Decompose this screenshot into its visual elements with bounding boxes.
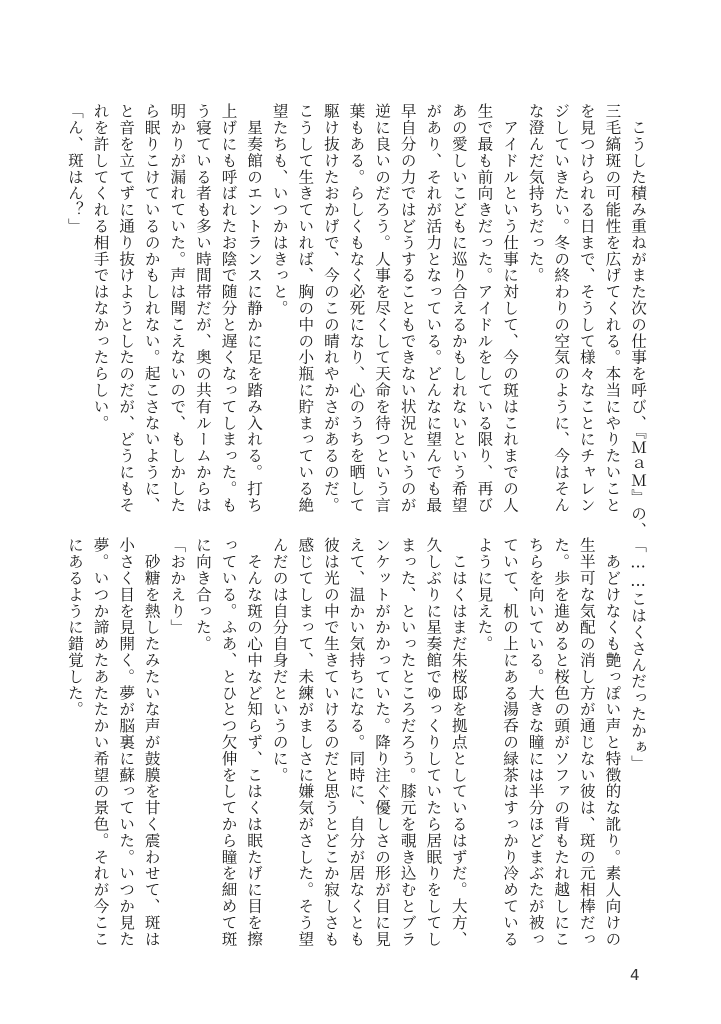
text-line: れを許してくれる相手ではなかったらしい。 xyxy=(91,103,110,431)
text-line: んだのは自分自身だというのに。 xyxy=(270,537,289,783)
text-line: 「……こはくさんだったかぁ」 xyxy=(629,537,647,772)
text-line: ジしていきたい。冬の終わりの空気のように、今はそん xyxy=(552,103,571,513)
page-number: 4 xyxy=(630,966,640,984)
text-line: ら眠りこけているのかもしれない。起こさないように、 xyxy=(142,103,161,513)
text-line: 夢。いつか諦めたあたたかい希望の景色。それが今ここ xyxy=(91,537,110,947)
text-line: 三毛縞斑の可能性を広げてくれる。本当にやりたいこと xyxy=(603,103,622,513)
text-line: 小さく目を見開く。夢が脳裏に蘇っていた。いつか見た xyxy=(117,537,136,947)
text-line: 明かりが漏れていた。声は聞こえないので、もしかした xyxy=(168,103,187,513)
text-line: あどけなくも艶っぽい声と特徴的な訛り。素人向けの xyxy=(603,537,622,947)
text-line: まった、といったところだろう。膝元を覗き込むとブラ xyxy=(398,537,417,947)
text-line: こはくはまだ朱桜邸を拠点としているはずだ。大方、 xyxy=(449,537,468,947)
text-line: 逆に良いのだろう。人事を尽くして天命を待つという言 xyxy=(373,103,392,513)
text-line: 「おかえり」 xyxy=(168,537,187,636)
text-line: にあるように錯覚した。 xyxy=(65,537,84,718)
text-line: ンケットがかかっていた。降り注ぐ優しさの形が目に見 xyxy=(373,537,392,947)
text-line: 駆け抜けたおかげで、今のこの晴れやかさがあるのだ。 xyxy=(321,103,340,513)
text-line: 「ん、斑はん？」 xyxy=(65,103,84,235)
text-line: あの愛しいこどもに巡り合えるかもしれないという希望 xyxy=(449,103,468,513)
text-line: ように見えた。 xyxy=(475,537,494,652)
text-line: っている。ふあ、とひとつ欠伸をしてから瞳を細めて斑 xyxy=(219,537,238,947)
text-line: な澄んだ気持ちだった。 xyxy=(526,103,545,284)
text-line: ていて、机の上にある湯呑の緑茶はすっかり冷めている xyxy=(501,537,520,947)
text-line: と音を立てずに通り抜けようとしたのだが、どうにもそ xyxy=(117,103,136,513)
text-line: 早自分の力ではどうすることもできない状況というのが xyxy=(398,103,417,513)
text-line: 彼は光の中で生きていけるのだと思うとどこか寂しさも xyxy=(321,537,340,947)
upper-text-block xyxy=(65,103,650,538)
text-line: を見つけられる日まで、そうして様々なことにチャレン xyxy=(577,103,596,513)
text-line: た。歩を進めると桜色の頭がソファの背もたれ越しにこ xyxy=(552,537,571,947)
text-line: があり、それが活力となっている。どんなに望んでも最 xyxy=(424,103,443,513)
text-line: 生半可な気配の消し方が通じない彼は、斑の元相棒だっ xyxy=(577,537,596,947)
text-line: アイドルという仕事に対して、今の斑はこれまでの人 xyxy=(501,103,520,513)
text-line: に向き合った。 xyxy=(193,537,212,652)
text-line: う寝ている者も多い時間帯だが、奥の共有ルームからは xyxy=(193,103,212,513)
lower-text-block xyxy=(65,537,650,947)
text-line: ちらを向いている。大きな瞳には半分ほどまぶたが被っ xyxy=(526,537,545,947)
text-line: 星奏館のエントランスに静かに足を踏み入れる。打ち xyxy=(245,103,264,513)
text-line: 感じてしまって、未練がましさに嫌気がさした。そう望 xyxy=(296,537,315,947)
text-line: 望たちも、いつかはきっと。 xyxy=(270,103,289,317)
text-line: こうした積み重ねがまた次の仕事を呼び、『ＭａＭ』の、 xyxy=(629,103,647,538)
text-line: こうして生きていれば、胸の中の小瓶に貯まっている絶 xyxy=(296,103,315,513)
text-line: 葉もある。らしくもなく必死になり、心のうちを晒して xyxy=(347,103,366,513)
text-line: 砂糖を熱したみたいな声が鼓膜を甘く震わせて、斑は xyxy=(142,537,161,947)
text-line: 生で最も前向きだった。アイドルをしている限り、再び xyxy=(475,103,494,513)
text-line: えて、温かい気持ちになる。同時に、自分が居なくとも xyxy=(347,537,366,947)
text-line: 上げにも呼ばれたお陰で随分と遅くなってしまった。も xyxy=(219,103,238,513)
text-line: 久しぶりに星奏館でゆっくりしていたら居眠りをしてし xyxy=(424,537,443,947)
text-line: そんな斑の心中など知らず、こはくは眠たげに目を擦 xyxy=(245,537,264,947)
